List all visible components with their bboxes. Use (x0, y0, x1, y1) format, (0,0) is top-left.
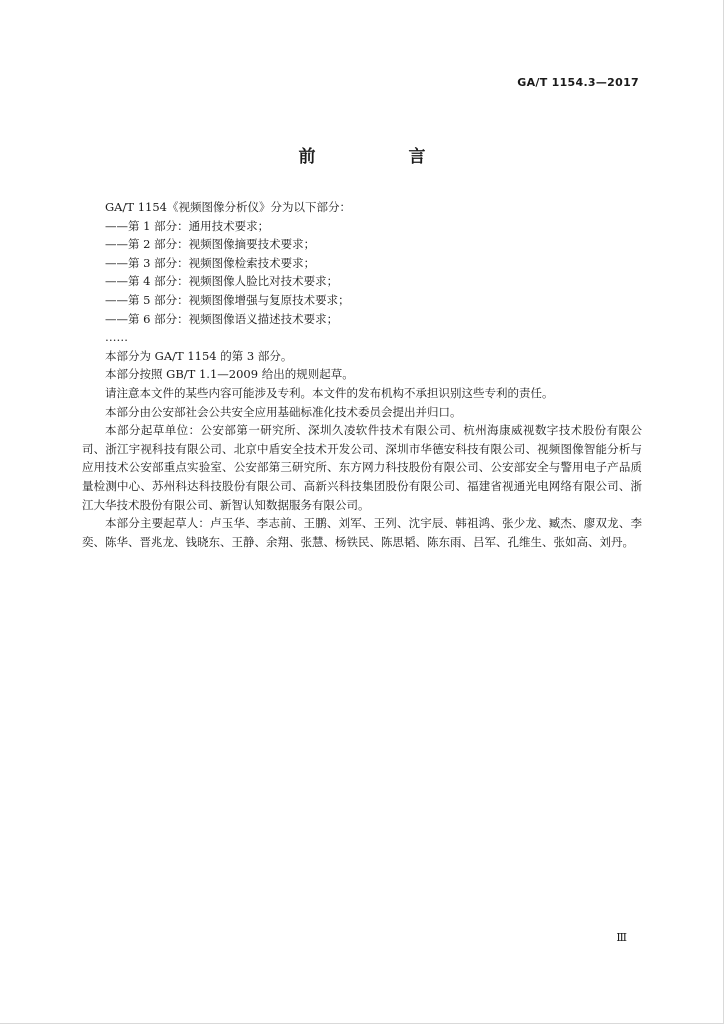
drafting-rules-paragraph: 本部分按照 GB/T 1.1—2009 给出的规则起草。 (105, 367, 354, 382)
page-title: 前 言 (298, 147, 464, 167)
part-item-3: ——第 3 部分：视频图像检索技术要求； (105, 255, 316, 270)
part-item-6: ——第 6 部分：视频图像语义描述技术要求； (105, 311, 339, 326)
part-item-2: ——第 2 部分：视频图像摘要技术要求； (105, 237, 316, 252)
part-item-4: ——第 4 部分：视频图像人脸比对技术要求； (105, 274, 339, 289)
part-list-ellipsis: …… (105, 330, 128, 345)
standard-code: GA/T 1154.3—2017 (517, 76, 639, 89)
part-item-1: ——第 1 部分：通用技术要求； (105, 218, 270, 233)
drafting-units-paragraph: 本部分起草单位：公安部第一研究所、深圳久凌软件技术有限公司、杭州海康威视数字技术股份有限公司、浙江宇视科技有限公司、北京中盾安全技术开发公司、深圳市华德安科技有限公司、视频图像智能分析与应用技术公安部重点实验室、公安部第三研究所、东方网力科技股份有限公司、公安部安全与警用电子产品质量检测中心、苏州科达科技股份有限公司、高新兴科技集团股份有限公司、福建省视通光电网络有限公司、浙江大华技术股份有限公司、新智认知数据服务有限公司。 (82, 423, 642, 512)
drafters-paragraph: 本部分主要起草人：卢玉华、李志前、王鹏、刘军、王列、沈宇辰、韩祖鸿、张少龙、臧杰、廖双龙、李奕、陈华、晋兆龙、钱晓东、王静、余翔、张慧、杨铁民、陈思韬、陈东雨、吕军、孔维生、张如高、刘丹。 (82, 516, 642, 549)
patent-note-paragraph: 请注意本文件的某些内容可能涉及专利。本文件的发布机构不承担识别这些专利的责任。 (105, 385, 554, 400)
part-note-paragraph: 本部分为 GA/T 1154 的第 3 部分。 (105, 348, 293, 363)
proposer-paragraph: 本部分由公安部社会公共安全应用基础标准化技术委员会提出并归口。 (105, 404, 462, 419)
page-number: Ⅲ (616, 931, 627, 944)
foreword-body (82, 198, 642, 551)
intro-paragraph: GA/T 1154《视频图像分析仪》分为以下部分： (105, 200, 351, 214)
part-item-5: ——第 5 部分：视频图像增强与复原技术要求； (105, 292, 350, 307)
